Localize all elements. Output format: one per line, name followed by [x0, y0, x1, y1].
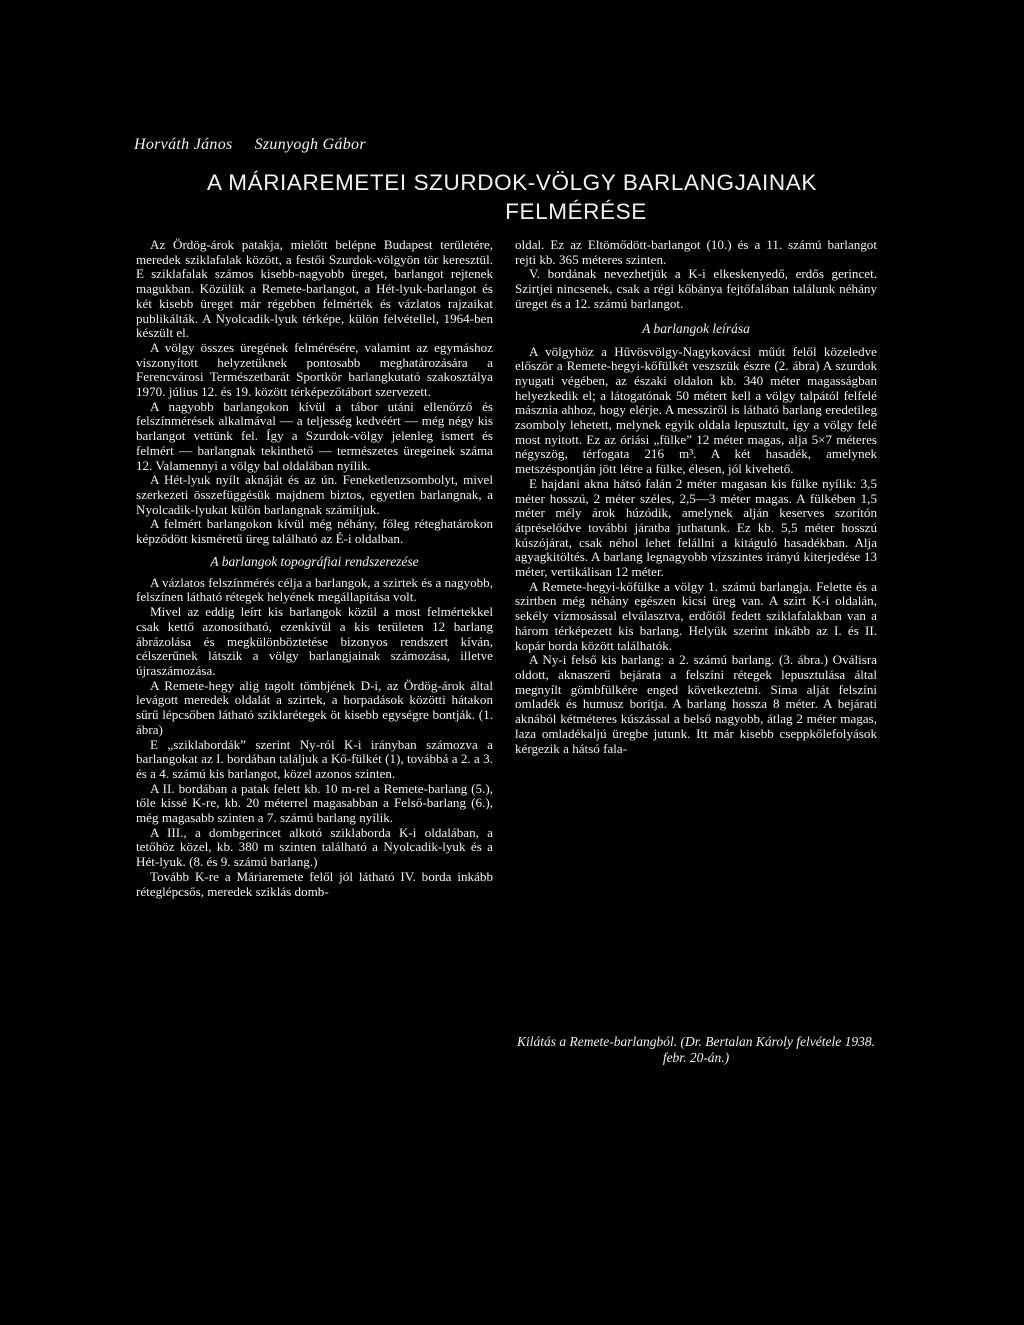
paragraph: A Ny-i felső kis barlang: a 2. számú barlang. (3. ábra.) Oválisra oldott, aknaszerű bejárata a felszíni rétegek lepusztulása által megnyílt gömbfülkére enged következtetni. Sima alját felszíni omladék és humusz borítja. A barlang hossza 8 méter. A bejárati aknából kétméteres kúszással a belső nagyobb, átlag 2 méter magas, laza omladékaljú üregbe jutunk. Itt már kisebb cseppkőlefolyások kérgezik a hátsó fala-	[515, 652, 877, 756]
section-heading: A barlangok topográfiai rendszerezése	[210, 553, 419, 569]
paragraph: A Remete-hegy alig tagolt tömbjének D-i, az Ördög-árok által levágott meredek oldalát a szirtek, a horpadások közötti hátakon sűrű lépcsőben látható sziklarétegek öt kisebb egységre bontják. (1. ábra)	[136, 677, 493, 737]
article-title	[0, 168, 1024, 226]
paragraph: V. bordának nevezhetjük a K-i elkeskenyedő, erdős gerincet. Szirtjei nincsenek, csak a régi kőbánya fejtőfalában találunk néhány üreget és a 12. számú barlangot.	[515, 266, 877, 311]
author-1: Horváth János	[134, 136, 233, 153]
paragraph: A völgy összes üregének felmérésére, valamint az egymáshoz viszonyított helyzetüknek pontosabb meghatározására a Ferencvárosi Természetbarát Sportkör barlangkutató szakosztálya 1970. július 12. és 19. között térképezőtábort szervezett.	[136, 339, 493, 400]
paragraph: A III., a dombgerincet alkotó sziklaborda K-i oldalában, a tetőhöz közel, kb. 380 m szinten található a Nyolcadik-lyuk és a Hét-lyuk. (8. és 9. számú barlang.)	[136, 824, 493, 870]
paragraph: Az Ördög-árok patakja, mielőtt belépne Budapest területére, meredek sziklafalak között, a festői Szurdok-völgyön tör keresztül. E sziklafalak számos kisebb-nagyobb üreget, barlangot rejtenek magukban. Közülük a Remete-barlangot, a Hét-lyuk-barlangot és két kisebb üreget már régebben felmérték és vázlatos rajzaikat publikálták. A Nyolcadik-lyuk térképe, külön felvétellel, 1964-ben készült el.	[136, 237, 493, 341]
paragraph: E hajdani akna hátsó falán 2 méter magasan kis fülke nyílik: 3,5 méter hosszú, 2 méter széles, 2,5—3 méter magas. A fülkében 1,5 méter mély árok húzódik, amelynek alján keserves szorítón átpréselődve további járatba juthatunk. Ez kb. 5,5 méter hosszú kúszójárat, csak néhol lehet felállni a kitáguló hasadékban. Alja agyagkitöltés. A barlang legnagyobb vízszintes irányú kiterjedése 13 méter, vertikálisan 12 méter.	[515, 475, 877, 580]
paragraph: A völgyhöz a Hűvösvölgy-Nagykovácsi műút felől közeledve először a Remete-hegyi-kőfülkét veszszük észre (2. ábra) A szurdok nyugati végében, az északi oldalon kb. 340 méter magasságban helyezkedik el; a látogatónak 50 métert kell a völgy talpától felfelé másznia ahhoz, hogy elérje. A messziről is látható barlang eredetileg zsomboly lehetett, melynek egyik oldala lepusztult, így a völgy felé most nyitott. Ez az óriási „fülke” 12 méter magas, alja 5×7 méteres négyszög, térfogata 216 m³. A két hasadék, amelynek metszéspontján jött létre a fülke, élesen, jól kivehető.	[515, 343, 877, 477]
title-line-2: FELMÉRÉSE	[505, 199, 647, 224]
photo-caption: Kilátás a Remete-barlangból. (Dr. Bertalan Károly felvétele 1938. febr. 20-án.)	[517, 1034, 875, 1065]
paragraph: Mivel az eddig leírt kis barlangok közül a most felmértekkel csak kettő azonosítható, ezenkívül a kis területen 12 barlang ábrázolása és megkülönböztetése bizonyos rendszert kíván, célszerűnek látszik a völgy barlangjainak számozása, illetve újraszámozása.	[136, 604, 493, 678]
paragraph: A Remete-hegyi-kőfülke a völgy 1. számú barlangja. Felette és a szirtben még néhány egészen kicsi üreg van. A szirt K-i oldalán, sekély vízmosással elválasztva, erdőtől fedett sziklafalakban van a három térképezett kis barlang. Helyük szerint inkább az I. és II. kopár borda között találhatók.	[515, 578, 877, 653]
paragraph: E „sziklabordák” szerint Ny-ról K-i irányban számozva a barlangokat az I. bordában találjuk a Kő-fülkét (1), továbbá a 2. a 3. és a 4. számú kis barlangot, közel azonos szinten.	[136, 736, 493, 781]
paragraph: A nagyobb barlangokon kívül a tábor utáni ellenőrző és felszínmérések alkalmával — a teljesség kedvéért — még négy kis barlangot vettünk fel. Így a Szurdok-völgy jelenleg ismert és felmért — barlangnak tekinthető — természetes üregeinek száma 12. Valamennyi a völgy bal oldalában nyílik.	[136, 398, 493, 473]
right-column	[515, 238, 877, 756]
paragraph: A vázlatos felszínmérés célja a barlangok, a szirtek és a nagyobb, felszínen látható rétegek helyének megállapítása volt.	[136, 574, 493, 605]
left-column	[136, 238, 493, 899]
paragraph: Tovább K-re a Máriaremete felől jól látható IV. borda inkább réteglépcsős, meredek sziklás domb-	[136, 868, 493, 899]
title-line-1: A MÁRIAREMETEI SZURDOK-VÖLGY BARLANGJAINAK	[207, 170, 817, 195]
author-2: Szunyogh Gábor	[254, 136, 366, 153]
authors	[134, 136, 366, 154]
paragraph: A felmért barlangokon kívül még néhány, főleg réteghatárokon képződött kisméretű üreg található az É-i oldalban.	[136, 516, 493, 547]
paragraph: oldal. Ez az Eltömődött-barlangot (10.) és a 11. számú barlangot rejti kb. 365 méteres szinten.	[515, 237, 877, 267]
paragraph: A II. bordában a patak felett kb. 10 m-rel a Remete-barlang (5.), tőle kissé K-re, kb. 20 méterrel magasabban a Felső-barlang (6.), még magasabb szinten a 7. számú barlang nyílik.	[136, 780, 493, 826]
paragraph: A Hét-lyuk nyílt aknáját és az ún. Feneketlenzsombolyt, mivel szerkezeti összefüggésük majdnem biztos, egyetlen barlangnak, a Nyolcadik-lyukat külön barlangnak számítjuk.	[136, 472, 493, 517]
section-heading: A barlangok leírása	[642, 320, 750, 336]
